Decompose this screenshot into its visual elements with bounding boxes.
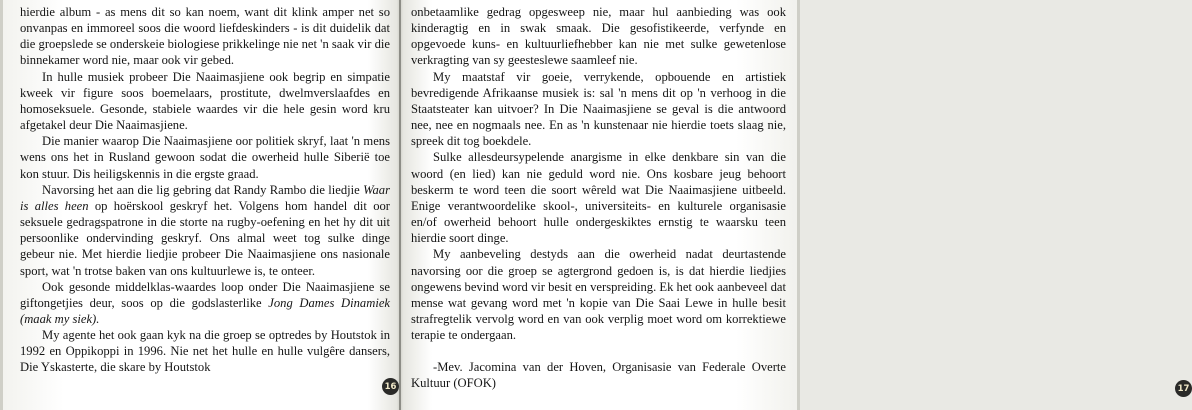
paragraph [411, 246, 786, 343]
paragraph-text: hierdie album - as mens dit so kan noem, want dit klink amper net so onvanpas en immoreel soos die woord liefdeskinders - is dit duidelik dat die groepslede se onderskeie biologiese prikkelinge nie net 'n saak vir die binnekamer word nie, maar ook vir gebed. [20, 5, 390, 68]
signature-paragraph [411, 359, 786, 391]
paragraph-text: Ook gesonde middelklas-waardes loop onder Die Naaimasjiene se giftongetjies deur, soos op die godslasterlike [20, 279, 390, 310]
paragraph-text: Die manier waarop Die Naaimasjiene oor politiek skryf, laat 'n mens wens ons het in Rusland gewoon sodat die owerheid hulle Siberië toe kon stuur. Dis heiligskennis in die ergste graad. [20, 134, 390, 181]
paragraph [411, 149, 786, 246]
paragraph [20, 4, 390, 69]
song-title: Waar is alles heen [20, 182, 390, 213]
page-edge-right [797, 0, 800, 410]
paragraph [20, 327, 390, 375]
paragraph [20, 133, 390, 181]
right-page [401, 0, 1190, 410]
paragraph-text: onbetaamlike gedrag opgesweep nie, maar hul aanbieding was ook kinderagtig en in swak smaak. Die gesofistikeerde, verfynde en opgevoede kuns- en kultuurliefhebber kan nie met sulke gewetenlose verkragting van sy geesteslewe saamleef nie. [411, 5, 786, 68]
paragraph [411, 4, 786, 69]
paragraph-text: Sulke allesdeursypelende anargisme in elke denkbare sin van die woord (en lied) kan nie geduld word nie. Ons kosbare jeug behoort beskerm te word teen die soort wêreld wat Die Naaimasjiene uitbeeld. Enige verantwoordelike skool-, universiteits- en kulturele organisasie en/of owerheid behoort hulle ondergeskiktes ernstig te waarsku teen hierdie soort dinge. [411, 150, 786, 246]
paragraph [20, 279, 390, 327]
paragraph [20, 182, 390, 279]
signature-text: -Mev. Jacomina van der Hoven, Organisasie van Federale Overte Kultuur (OFOK) [411, 360, 786, 391]
page-number-badge: 16 [382, 378, 399, 395]
song-title: Jong Dames Dinamiek (maak my siek). [20, 295, 391, 326]
paragraph-text: My maatstaf vir goeie, verrykende, opbouende en artistiek bevredigende Afrikaanse musiek is: sal 'n mens dit op 'n verhoog in die Staatsteater kan uitvoer? In Die Naaimasjiene se geval is die antwoord nee, nee en nogmaals nee. En as 'n kunstenaar nie hierdie toets slaag nie, spreek dit tog boekdele. [411, 69, 786, 149]
paragraph [20, 69, 390, 134]
left-page [0, 0, 400, 410]
page-number-badge: 17 [1175, 380, 1192, 397]
paragraph-text: My aanbeveling destyds aan die owerheid nadat deurtastende navorsing oor die groep se agtergrond gedoen is, is dat hierdie liedjies ongewens bevind word vir besit en verspreiding. Ek het ook aanbeveel dat mense wat gevang word met 'n kopie van Die Saai Lewe in hulle besit strafregtelik vervolg word en van ook verplig moet word om korrektiewe terapie te ondergaan. [411, 247, 786, 343]
paragraph-text: op hoërskool geskryf het. Volgens hom handel dit oor seksuele gedragspatrone in die storte na rugby-oefening en het hy dit uit persoonlike ondervinding geskryf. Ons almal weet tog sulke dinge gebeur nie. Met hierdie liedjie probeer Die Naaimasjiene ons nasionale sport, wat 'n trotse baken van ons kultuurlewe is, te onteer. [20, 198, 390, 278]
paragraph-text: My agente het ook gaan kyk na die groep se optredes by Houtstok in 1992 en Oppikoppi in 1996. Nie net het hulle en hulle vulgêre dansers, Die Yskasterte, die skare by Houtstok [20, 328, 390, 375]
paragraph [411, 69, 786, 150]
paragraph-text: Navorsing het aan die lig gebring dat Randy Rambo die liedjie [42, 182, 364, 197]
paragraph-text: In hulle musiek probeer Die Naaimasjiene ook begrip en simpatie kweek vir figure soos boemelaars, prostitute, dwelmverslaafdes en homoseksuele. Gesonde, stabiele waardes vir die hele gesin word kru afgetakel deur Die Naaimasjiene. [20, 69, 390, 133]
